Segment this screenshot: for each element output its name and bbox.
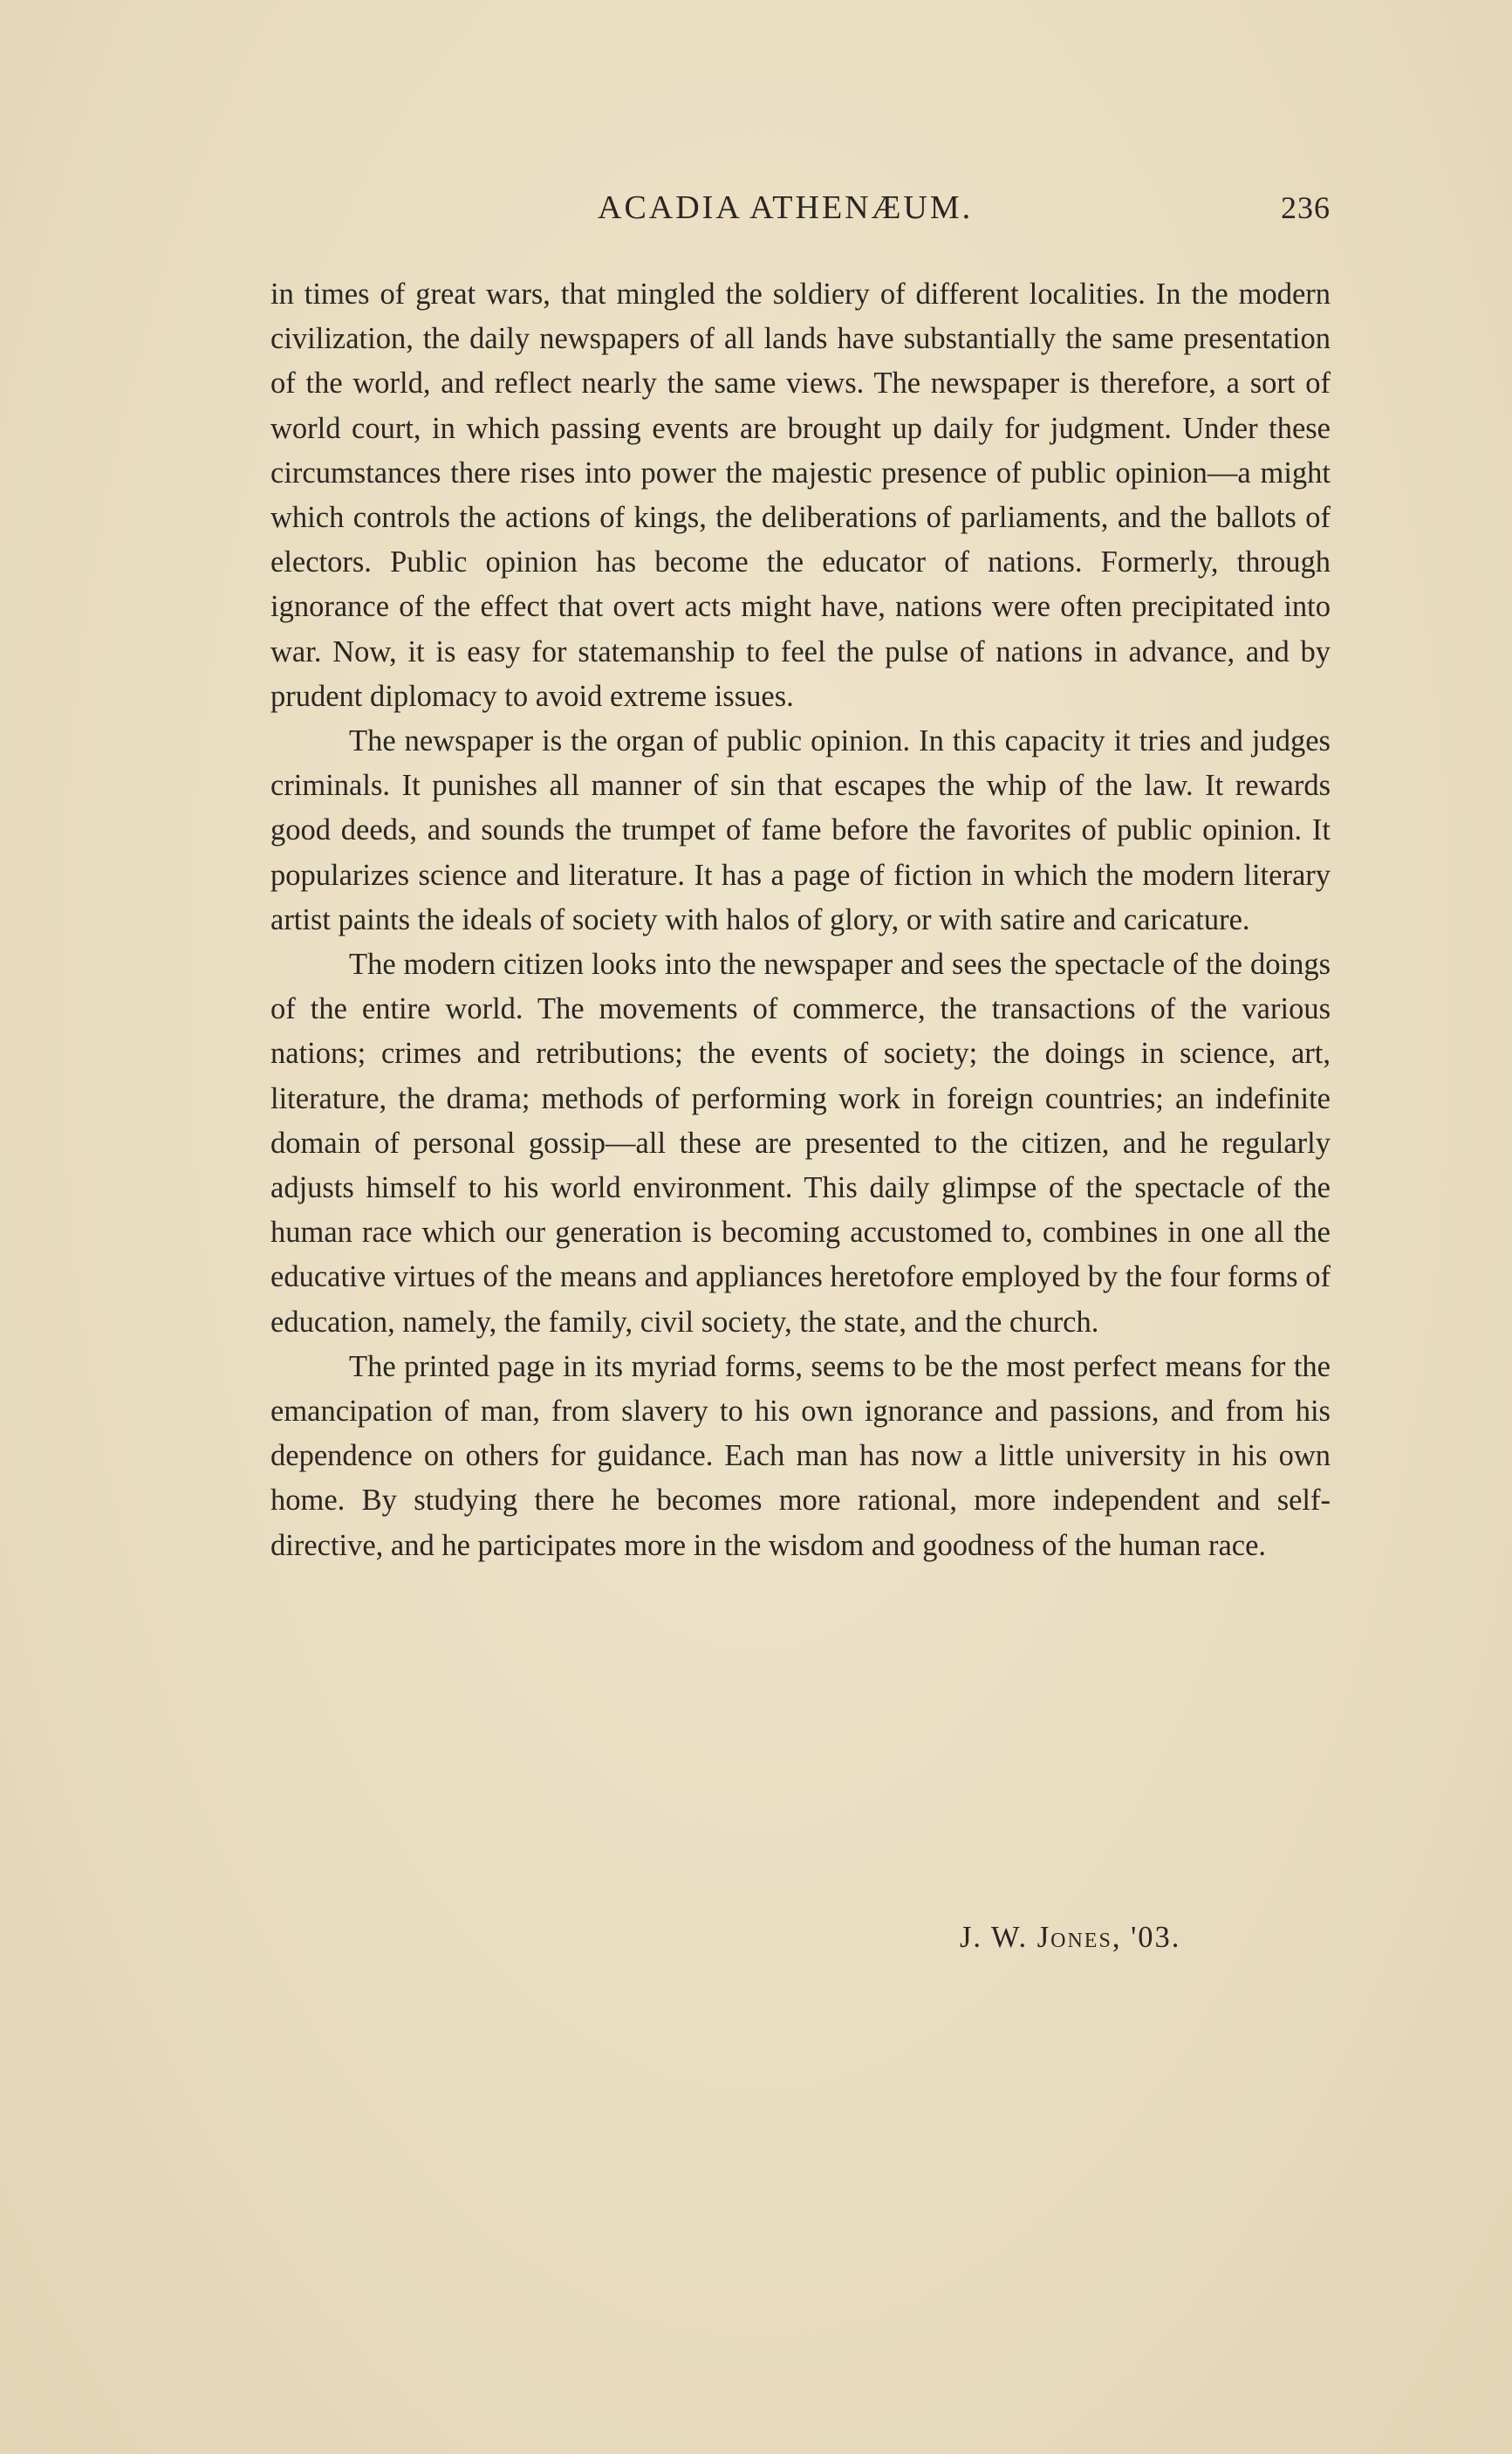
author-surname: Jones <box>1037 1921 1112 1954</box>
author-signature <box>960 1916 1309 1959</box>
paragraph-1: in times of great wars, that mingled the soldiery of different localities. In the modern civilization, the daily newspapers of all lands have substantially the same presentation of the world, and reflect nearly the same views. The newspaper is therefore, a sort of world court, in which passing events are brought up daily for judgment. Under these circumstances there rises into power the majestic presence of public opinion—a might which controls the actions of kings, the deliberations of parliaments, and the ballots of electors. Public opinion has become the educator of nations. Formerly, through ignorance of the effect that overt acts might have, nations were often precipitated into war. Now, it is easy for statemanship to feel the pulse of nations in advance, and by prudent diplomacy to avoid extreme issues. <box>270 278 1331 713</box>
paragraph-2: The newspaper is the organ of public opinion. In this capacity it tries and judges criminals. It punishes all manner of sin that escapes the whip of the law. It rewards good deeds, and sounds the trumpet of fame before the favorites of public opinion. It popularizes science and literature. It has a page of fiction in which the modern literary artist paints the ideals of society with halos of glory, or with satire and caricature. <box>270 724 1331 936</box>
article-body <box>270 272 1331 1568</box>
paragraph-3: The modern citizen looks into the newspaper and sees the spectacle of the doings of the entire world. The movements of commerce, the transactions of the various nations; crimes and retributions; the events of society; the doings in science, art, literature, the drama; methods of performing work in foreign countries; an indefinite domain of personal gossip—all these are presented to the citizen, and he regularly adjusts himself to his world environment. This daily glimpse of the spectacle of the human race which our generation is becoming accustomed to, combines in one all the educative virtues of the means and appliances heretofore employed by the four forms of education, namely, the family, civil society, the state, and the church. <box>270 948 1331 1339</box>
author-class-year: , '03. <box>1112 1921 1181 1954</box>
running-title: ACADIA ATHENÆUM. <box>598 189 974 226</box>
page-number: 236 <box>1281 190 1331 225</box>
page-header <box>270 183 1331 232</box>
author-initials: J. W. <box>960 1921 1029 1954</box>
paragraph-4: The printed page in its myriad forms, seems to be the most perfect means for the emancipation of man, from slavery to his own ignorance and passions, and from his dependence on others for guidance. Each man has now a little university in his own home. By studying there he becomes more rational, more independent and self-directive, and he participates more in the wisdom and goodness of the human race. <box>270 1349 1331 1562</box>
